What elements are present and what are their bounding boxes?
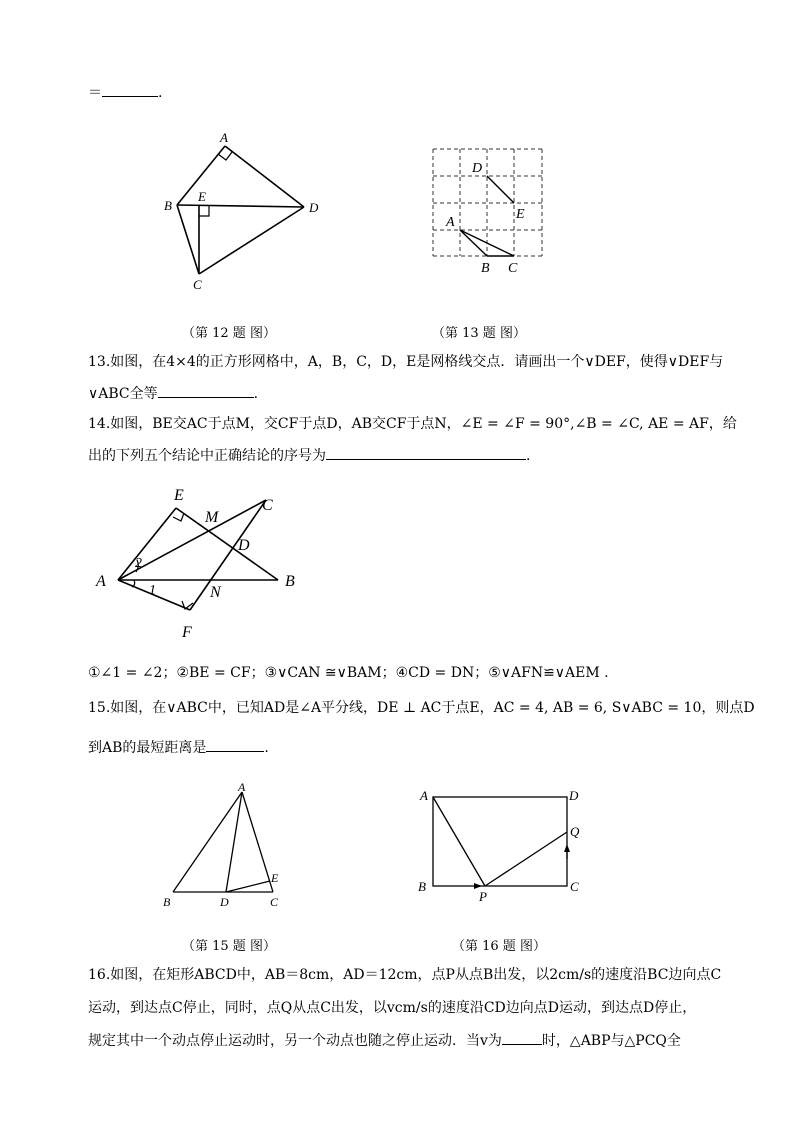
fig12-label-E: E — [198, 189, 206, 204]
fig14-angle-2: 2 — [135, 556, 142, 571]
fig14-label-M: M — [205, 509, 219, 526]
fig14-label-D: D — [238, 537, 250, 554]
fig15-label-C: C — [270, 895, 279, 909]
q15-answer-blank — [206, 737, 264, 752]
q15-line2-text: 到AB的最短距离是 — [88, 740, 207, 756]
fig12-label-B: B — [164, 198, 172, 213]
fig16-caption: （第 16 题 图） — [452, 939, 546, 954]
q15-line2 — [88, 737, 269, 758]
q14-line2-text: 出的下列五个结论中正确结论的序号为 — [88, 448, 326, 464]
figure-12 — [160, 128, 340, 293]
equals-sign: ＝ — [88, 85, 102, 101]
q16-line3-tail: 时，△ABP与△PCQ全 — [541, 1033, 681, 1049]
fig13-label-C: C — [508, 261, 518, 276]
fig16-label-D: D — [569, 788, 579, 803]
q13-answer-blank — [158, 383, 254, 398]
fig14-angle-1: 1 — [149, 583, 156, 598]
figure-16 — [412, 784, 592, 908]
fig13-label-D: D — [472, 161, 483, 176]
fig15-caption: （第 15 题 图） — [182, 939, 276, 954]
q13-line2-text: ∨ABC全等 — [88, 386, 158, 402]
q16-answer-blank — [502, 1030, 542, 1045]
fig12-label-D: D — [309, 200, 319, 215]
q16-line3-text: 规定其中一个动点停止运动时，另一个动点也随之停止运动．当v为 — [88, 1033, 502, 1049]
fig12-label-A: A — [220, 130, 228, 145]
fig16-label-P: P — [479, 889, 487, 904]
figure-14 — [92, 482, 312, 642]
fig12-label-C: C — [193, 277, 202, 292]
answer-blank — [102, 82, 158, 97]
q14-answer-blank — [326, 445, 526, 460]
q16-line1: 16.如图，在矩形ABCD中，AB＝8cm，AD＝12cm，点P从点B出发，以2cm/s的速度沿BC边向点C — [88, 967, 722, 983]
fig15-label-B: B — [163, 895, 171, 909]
q14-line1: 14.如图，BE交AC于点M，交CF于点D，AB交CF于点N，∠E = ∠F = 90°,∠B = ∠C, AE = AF，给 — [88, 416, 737, 432]
q13-line1: 13.如图，在4×4的正方形网格中，A，B，C，D，E是网格线交点．请画出一个∨DEF，使得∨DEF与 — [88, 354, 724, 370]
fig14-label-E: E — [174, 487, 184, 504]
fig13-label-A: A — [446, 215, 455, 230]
q15-line1: 15.如图，在∨ABC中，已知AD是∠A平分线，DE ⊥ AC于点E，AC = 4, AB = 6, S∨ABC = 10，则点D — [88, 700, 755, 716]
q14-options: ①∠1 = ∠2；②BE = CF；③∨CAN ≅∨BAM；④CD = DN；⑤∨AFN≌∨AEM . — [88, 665, 609, 681]
fig16-label-A: A — [420, 788, 428, 803]
fig14-label-F: F — [182, 624, 192, 641]
arrow-up-icon — [564, 844, 570, 852]
fig14-label-A: A — [96, 573, 106, 590]
fig13-label-B: B — [481, 261, 490, 276]
q13-period: . — [253, 386, 259, 402]
q15-period: . — [264, 740, 269, 756]
answer-line-q12 — [88, 82, 162, 103]
q16-line2: 运动，到达点C停止，同时，点Q从点C出发，以vcm/s的速度沿CD边向点D运动，到达点D停止， — [88, 1000, 697, 1016]
fig16-label-C: C — [570, 879, 579, 894]
q14-period: . — [526, 448, 531, 464]
period: . — [158, 85, 163, 101]
fig12-caption: （第 12 题 图） — [182, 326, 276, 341]
fig16-label-Q: Q — [570, 824, 580, 839]
fig16-label-B: B — [418, 879, 426, 894]
fig15-label-E: E — [271, 871, 279, 885]
figure-15 — [160, 780, 290, 912]
q13-line2 — [88, 383, 258, 404]
fig14-label-B: B — [285, 573, 295, 590]
fig14-label-N: N — [210, 584, 221, 601]
figure-13 — [430, 146, 550, 276]
fig13-label-E: E — [516, 207, 525, 222]
fig14-label-C: C — [262, 497, 273, 514]
q16-line3 — [88, 1030, 681, 1051]
q14-line2 — [88, 445, 530, 466]
fig15-label-D: D — [220, 895, 229, 909]
fig15-label-A: A — [238, 780, 246, 794]
fig13-caption: （第 13 题 图） — [432, 326, 526, 341]
